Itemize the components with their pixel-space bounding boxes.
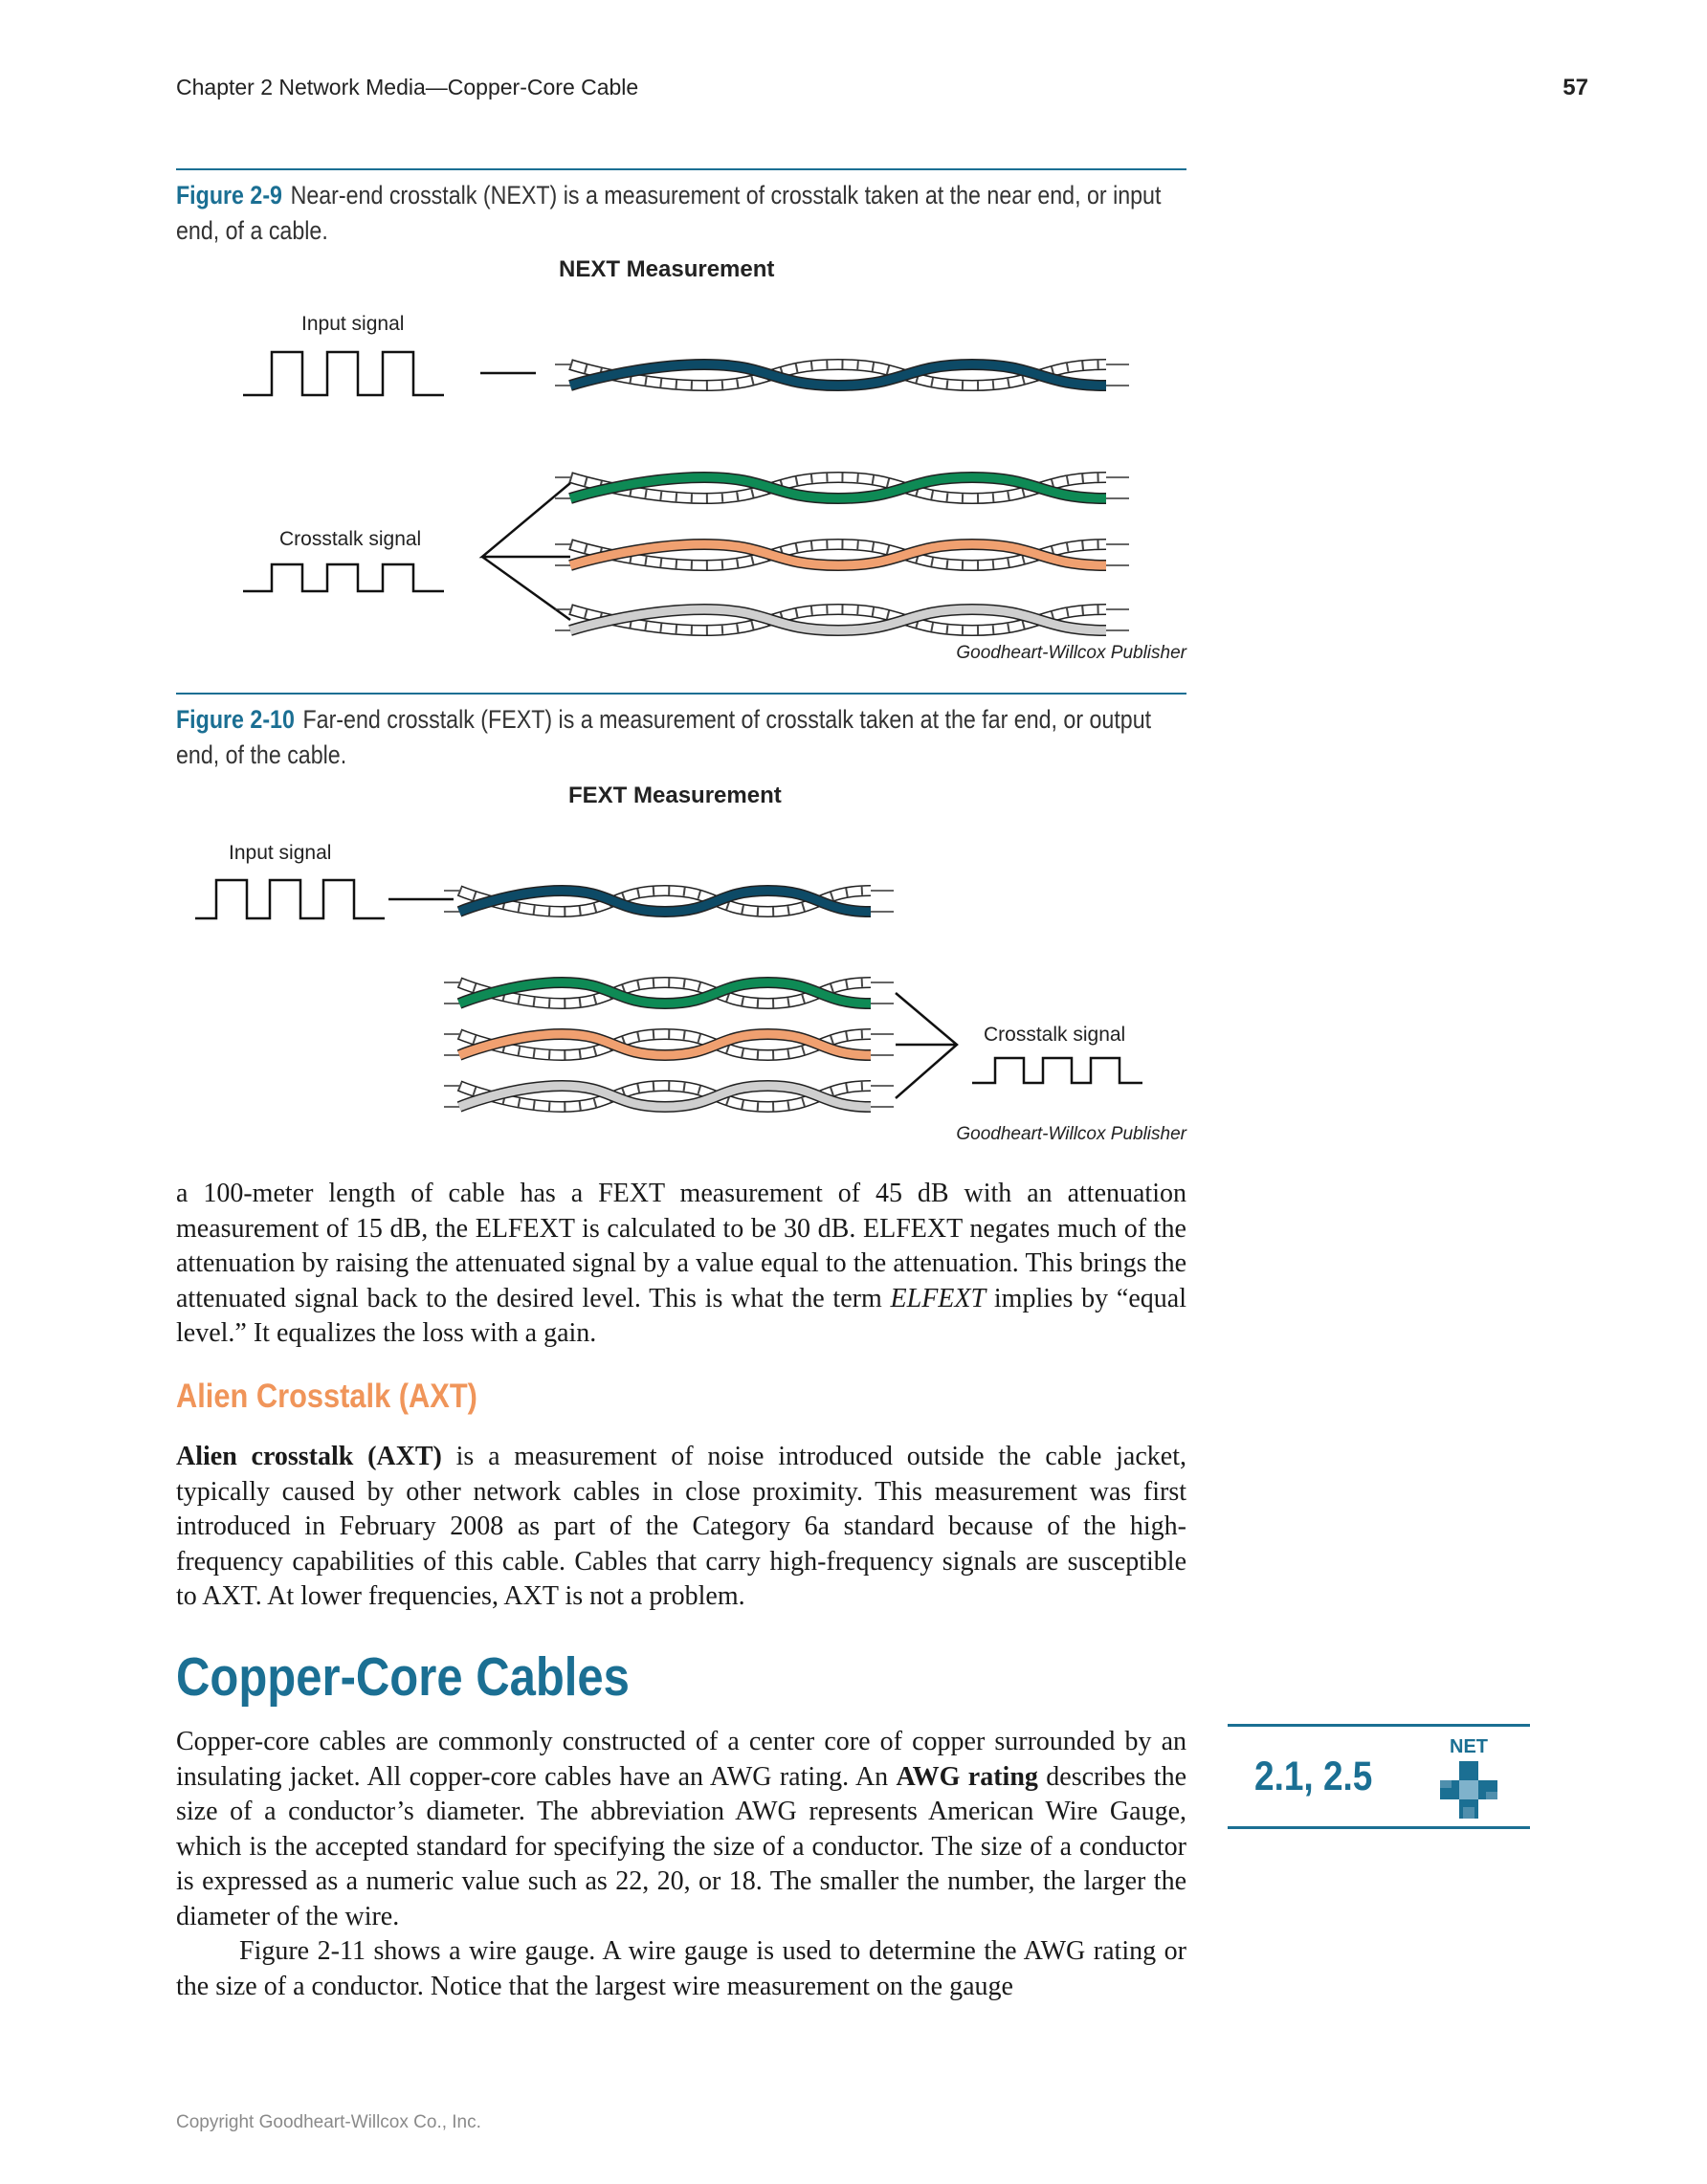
net-objectives-box — [1228, 1724, 1530, 1829]
paragraph-text: Copper-core cables are commonly constructed of a center core of copper surrounded by an insulating jacket. All copper-core cables have an AWG rating. An — [176, 1727, 1186, 1792]
twisted-pair-gray — [555, 609, 1129, 630]
figure-2-10-caption — [176, 702, 1190, 773]
twisted-pair-green — [444, 982, 894, 1004]
figure-rule — [176, 168, 1186, 170]
figure-2-9-caption — [176, 178, 1190, 249]
crosstalk-fan-lines — [896, 993, 957, 1098]
figure-2-9-credit: Goodheart-Willcox Publisher — [956, 643, 1186, 663]
crosstalk-fan-lines — [482, 483, 570, 620]
input-signal-label: Input signal — [229, 842, 332, 864]
figure-number: Figure 2-9 — [176, 181, 282, 210]
twisted-pair-green — [555, 477, 1129, 498]
twisted-pair-blue — [555, 364, 1129, 386]
crosstalk-square-wave — [972, 1058, 1142, 1083]
key-term: AWG rating — [896, 1761, 1038, 1792]
paragraph-text: a 100-meter length of cable has a FEXT measurement of 45 dB with an attenuation measurement of 15 dB, the ELFEXT is calculated to be 30 dB. ELFEXT negates much of the attenuation by raising the attenuated signal by a value equal to the attenuation. This brings the attenuated signal back to the desired level. This is what the term — [176, 1179, 1186, 1313]
paragraph-elfext — [176, 1177, 1186, 1352]
objective-numbers: 2.1, 2.5 — [1254, 1754, 1373, 1799]
twisted-pair-gray — [444, 1086, 894, 1107]
paragraph-text: describes the size of a conductor’s diameter. The abbreviation AWG represents American Wire Gauge, which is the accepted standard for specifying the size of a conductor. The size of a conductor is expressed as a numeric value such as 22, 20, or 18. The smaller the number, the larger the diameter of the wire. — [176, 1761, 1187, 1931]
figure-2-10-title: FEXT Measurement — [568, 783, 782, 808]
paragraph-term: ELFEXT — [890, 1283, 987, 1313]
caption-text: Near-end crosstalk (NEXT) is a measurement of crosstalk taken at the near end, or input end, of a cable. — [176, 181, 1162, 245]
input-square-wave — [195, 880, 454, 918]
page-number: 57 — [1563, 75, 1588, 100]
running-head — [176, 75, 1588, 101]
caption-text: Far-end crosstalk (FEXT) is a measurement of crosstalk taken at the far end, or output end, of the cable. — [176, 705, 1152, 769]
figure-rule — [176, 693, 1186, 695]
paragraph-axt — [176, 1440, 1186, 1615]
section-heading-copper-core: Copper-Core Cables — [176, 1646, 630, 1708]
twisted-pair-orange — [555, 544, 1129, 565]
figure-2-10-credit: Goodheart-Willcox Publisher — [956, 1124, 1186, 1144]
section-heading-axt: Alien Crosstalk (AXT) — [176, 1378, 477, 1415]
twisted-pair-blue — [444, 891, 894, 912]
input-square-wave — [243, 352, 536, 395]
paragraph-text: Figure 2-11 shows a wire gauge. A wire gauge is used to determine the AWG rating or the size of a conductor. Notice that the largest wire measurement on the gauge — [176, 1936, 1186, 2001]
paragraph-text: is a measurement of noise introduced outside the cable jacket, typically caused by other network cables in close proximity. This measurement was first introduced in February 2008 as part of the Category 6a standard because of the high-frequency capabilities of this cable. Cables that carry high-frequency signals are susceptible to AXT. At lower frequencies, AXT is not a problem. — [176, 1442, 1186, 1611]
twisted-pair-orange — [444, 1034, 894, 1055]
key-term: Alien crosstalk (AXT) — [176, 1442, 442, 1471]
crosstalk-signal-label: Crosstalk signal — [984, 1024, 1126, 1046]
footer-copyright: Copyright Goodheart-Willcox Co., Inc. — [176, 2112, 481, 2132]
paragraph-copper-core — [176, 1725, 1186, 2004]
next-measurement-diagram — [176, 287, 1209, 651]
paragraph-text: implies by “equal level.” It equalizes the loss with a gain. — [176, 1283, 1186, 1348]
input-signal-label: Input signal — [301, 313, 405, 335]
figure-2-9-title: NEXT Measurement — [559, 256, 775, 282]
crosstalk-square-wave — [243, 564, 444, 591]
chapter-title: Chapter 2 Network Media—Copper-Core Cable — [176, 75, 639, 99]
figure-number: Figure 2-10 — [176, 705, 295, 734]
crosstalk-signal-label: Crosstalk signal — [279, 528, 422, 550]
fext-measurement-diagram — [176, 811, 1209, 1127]
network-plus-icon — [1440, 1761, 1497, 1819]
net-label: NET — [1450, 1736, 1488, 1757]
